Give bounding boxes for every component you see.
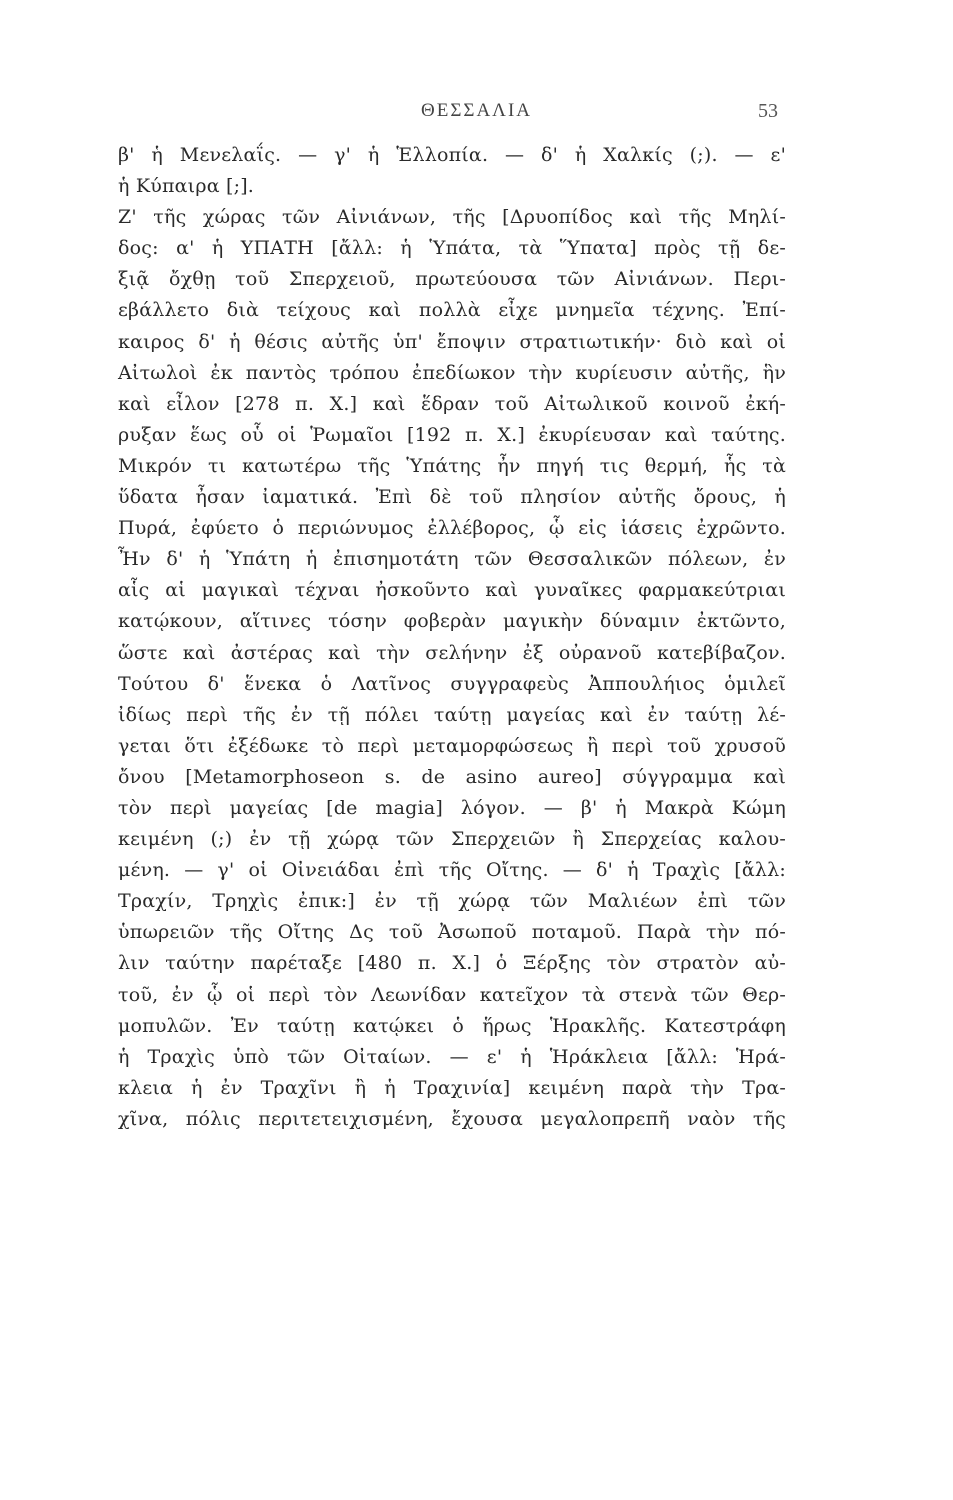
- text-line: Ἦν δ' ἡ Ὑπάτη ἡ ἐπισημοτάτη τῶν Θεσσαλικῶν πόλεων, ἐν: [118, 548, 786, 571]
- text-line: αἷς αἱ μαγικαὶ τέχναι ἠσκοῦντο καὶ γυναῖκες φαρμακεύτριαι: [118, 579, 786, 602]
- text-line: β' ἡ Μενελαΐς. — γ' ἡ Ἑλλοπία. — δ' ἡ Χαλκίς (;). — ε': [118, 144, 786, 166]
- text-line: δος: α' ἡ ΥΠΑΤΗ [ἄλλ: ἡ Ὑπάτα, τὰ Ὕπατα] πρὸς τῇ δε-: [118, 237, 786, 260]
- text-line: ξιᾷ ὄχθῃ τοῦ Σπερχειοῦ, πρωτεύουσα τῶν Αἰνιάνων. Περι-: [118, 268, 786, 291]
- text-line: κειμένη (;) ἐν τῇ χώρᾳ τῶν Σπερχειῶν ἢ Σπερχείας καλου-: [118, 828, 786, 851]
- running-head: [0, 100, 953, 130]
- text-line: Μικρόν τι κατωτέρω τῆς Ὑπάτης ἦν πηγή τις θερμή, ἧς τὰ: [118, 454, 786, 477]
- text-line: καιρος δ' ἡ θέσις αὐτῆς ὑπ' ἔποψιν στρατιωτικήν· διὸ καὶ οἱ: [118, 330, 786, 353]
- text-line: ἡ Τραχὶς ὑπὸ τῶν Οἰταίων. — ε' ἡ Ἡράκλεια [ἄλλ: Ἡρά-: [118, 1045, 786, 1068]
- text-line: λιν ταύτην παρέταξε [480 π. Χ.] ὁ Ξέρξης τὸν στρατὸν αὐ-: [118, 952, 786, 975]
- text-line: κατῴκουν, αἵτινες τόσην φοβερὰν μαγικὴν δύναμιν ἐκτῶντο,: [118, 610, 786, 633]
- running-title: ΘΕΣΣΑΛΙΑ: [421, 100, 532, 121]
- text-line: χῖνα, πόλις περιτετειχισμένη, ἔχουσα μεγαλοπρεπῆ ναὸν τῆς: [118, 1107, 786, 1130]
- text-line: ρυξαν ἕως οὗ οἱ Ῥωμαῖοι [192 π. Χ.] ἐκυρίευσαν καὶ ταύτης.: [118, 423, 786, 446]
- text-line: μένη. — γ' οἱ Οἰνειάδαι ἐπὶ τῆς Οἴτης. — δ' ἡ Τραχὶς [ἄλλ:: [118, 859, 786, 882]
- text-line: ὄνου [Metamorphoseon s. de asino aureo] σύγγραμμα καὶ: [118, 765, 786, 788]
- text-line: μοπυλῶν. Ἐν ταύτῃ κατῴκει ὁ ἥρως Ἡρακλῆς. Κατεστράφη: [118, 1014, 786, 1037]
- text-line: τοῦ, ἐν ᾧ οἱ περὶ τὸν Λεωνίδαν κατεῖχον τὰ στενὰ τῶν Θερ-: [118, 983, 786, 1006]
- text-line: καὶ εἶλον [278 π. Χ.] καὶ ἕδραν τοῦ Αἰτωλικοῦ κοινοῦ ἐκή-: [118, 392, 786, 415]
- text-line: Τούτου δ' ἕνεκα ὁ Λατῖνος συγγραφεὺς Ἀππουλήιος ὁμιλεῖ: [118, 672, 786, 695]
- text-line: Αἰτωλοὶ ἐκ παντὸς τρόπου ἐπεδίωκον τὴν κυρίευσιν αὐτῆς, ἣν: [118, 361, 786, 384]
- text-line: ὕδατα ἦσαν ἰαματικά. Ἐπὶ δὲ τοῦ πλησίον αὐτῆς ὄρους, ἡ: [118, 486, 786, 509]
- text-line: ὑπωρειῶν τῆς Οἴτης Δς τοῦ Ἀσωποῦ ποταμοῦ. Παρὰ τὴν πό-: [118, 921, 786, 944]
- text-line: ἡ Κύπαιρα [;].: [118, 175, 255, 198]
- text-line: Τραχίν, Τρηχὶς ἐπικ:] ἐν τῇ χώρᾳ τῶν Μαλιέων ἐπὶ τῶν: [118, 890, 786, 913]
- body-text: [118, 140, 786, 1135]
- text-line: κλεια ἡ ἐν Τραχῖνι ἢ ἡ Τραχινία] κειμένη παρὰ τὴν Τρα-: [118, 1076, 786, 1099]
- text-line: Ζ' τῆς χώρας τῶν Αἰνιάνων, τῆς [Δρυοπίδος καὶ τῆς Μηλί-: [118, 206, 786, 229]
- text-line: τὸν περὶ μαγείας [de magia] λόγον. — β' ἡ Μακρὰ Κώμη: [118, 796, 786, 819]
- text-line: Πυρά, ἐφύετο ὁ περιώνυμος ἐλλέβορος, ᾧ εἰς ἰάσεις ἐχρῶντο.: [118, 517, 786, 540]
- text-line: ἰδίως περὶ τῆς ἐν τῇ πόλει ταύτῃ μαγείας καὶ ἐν ταύτῃ λέ-: [118, 703, 786, 726]
- text-line: ὥστε καὶ ἀστέρας καὶ τὴν σελήνην ἐξ οὐρανοῦ κατεβίβαζον.: [118, 641, 786, 664]
- text-line: εβάλλετο διὰ τείχους καὶ πολλὰ εἶχε μνημεῖα τέχνης. Ἐπί-: [118, 299, 786, 322]
- page-number: 53: [758, 100, 778, 122]
- text-line: γεται ὅτι ἐξέδωκε τὸ περὶ μεταμορφώσεως ἢ περὶ τοῦ χρυσοῦ: [118, 734, 786, 757]
